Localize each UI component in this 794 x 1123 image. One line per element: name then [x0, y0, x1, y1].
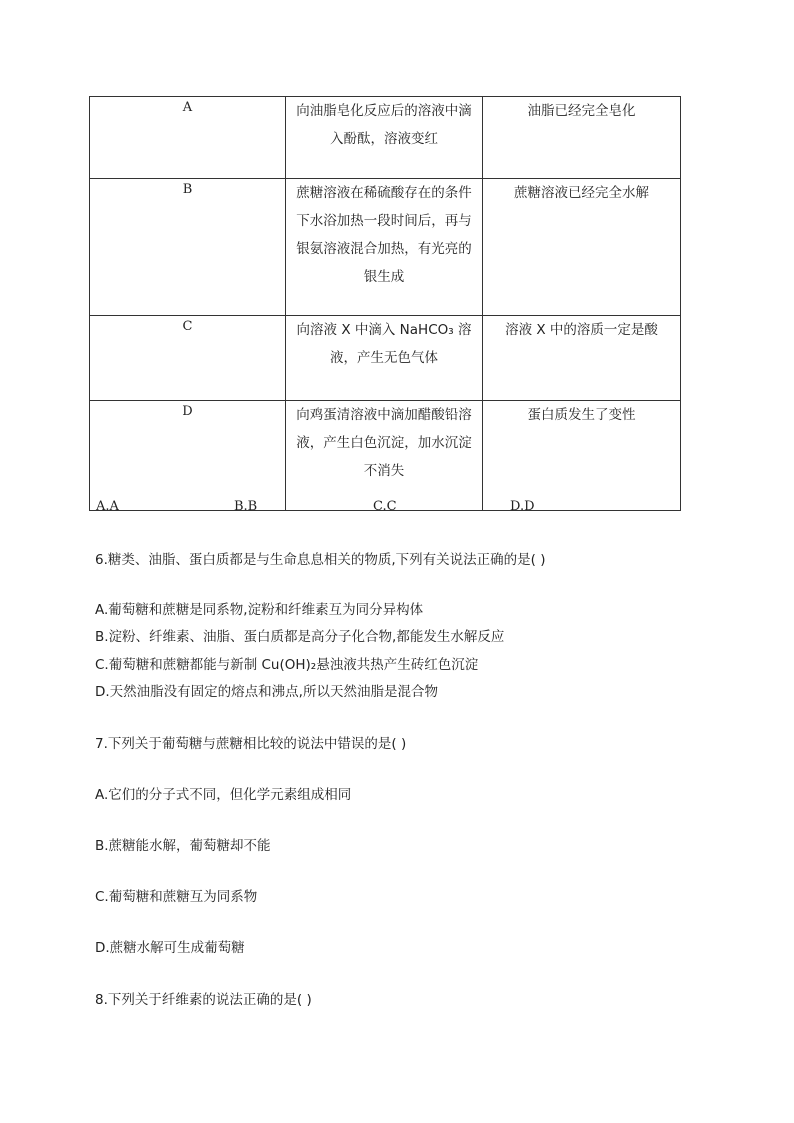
q8-stem: 8.下列关于纤维素的说法正确的是( ): [95, 992, 312, 1008]
q6-option-a[interactable]: A.葡萄糖和蔗糖是同系物,淀粉和纤维素互为同分异构体: [95, 602, 424, 618]
q5-option-d[interactable]: D.D: [510, 499, 535, 514]
row-label: A: [90, 97, 286, 179]
table-row: [90, 97, 681, 179]
row-conclusion: 溶液 X 中的溶质一定是酸: [483, 316, 681, 401]
row-label: C: [90, 316, 286, 401]
q7-option-c[interactable]: C.葡萄糖和蔗糖互为同系物: [95, 889, 258, 905]
q6-stem: 6.糖类、油脂、蛋白质都是与生命息息相关的物质,下列有关说法正确的是( ): [95, 552, 546, 568]
table-row: [90, 179, 681, 316]
row-label: D: [90, 401, 286, 511]
q7-option-b[interactable]: B.蔗糖能水解，葡萄糖却不能: [95, 838, 271, 854]
experiment-table: [89, 96, 681, 511]
table-row: [90, 401, 681, 511]
row-operation: 向溶液 X 中滴入 NaHCO₃ 溶液，产生无色气体: [286, 316, 483, 401]
q6-option-b[interactable]: B.淀粉、纤维素、油脂、蛋白质都是高分子化合物,都能发生水解反应: [95, 629, 505, 645]
table-row: [90, 316, 681, 401]
row-operation: 向油脂皂化反应后的溶液中滴入酚酞，溶液变红: [286, 97, 483, 179]
row-conclusion: 蔗糖溶液已经完全水解: [483, 179, 681, 316]
row-conclusion: 油脂已经完全皂化: [483, 97, 681, 179]
q6-option-c[interactable]: C.葡萄糖和蔗糖都能与新制 Cu(OH)₂悬浊液共热产生砖红色沉淀: [95, 657, 479, 673]
q5-option-b[interactable]: B.B: [234, 499, 258, 514]
row-operation: 向鸡蛋清溶液中滴加醋酸铅溶液，产生白色沉淀，加水沉淀不消失: [286, 401, 483, 511]
row-conclusion: 蛋白质发生了变性: [483, 401, 681, 511]
q7-stem: 7.下列关于葡萄糖与蔗糖相比较的说法中错误的是( ): [95, 736, 407, 752]
q6-option-d[interactable]: D.天然油脂没有固定的熔点和沸点,所以天然油脂是混合物: [95, 684, 438, 700]
row-operation: 蔗糖溶液在稀硫酸存在的条件下水浴加热一段时间后，再与银氨溶液混合加热，有光亮的银生成: [286, 179, 483, 316]
row-label: B: [90, 179, 286, 316]
q7-option-a[interactable]: A.它们的分子式不同，但化学元素组成相同: [95, 787, 352, 803]
q5-option-c[interactable]: C.C: [373, 499, 397, 514]
q7-option-d[interactable]: D.蔗糖水解可生成葡萄糖: [95, 940, 245, 956]
q5-option-a[interactable]: A.A: [96, 499, 119, 514]
